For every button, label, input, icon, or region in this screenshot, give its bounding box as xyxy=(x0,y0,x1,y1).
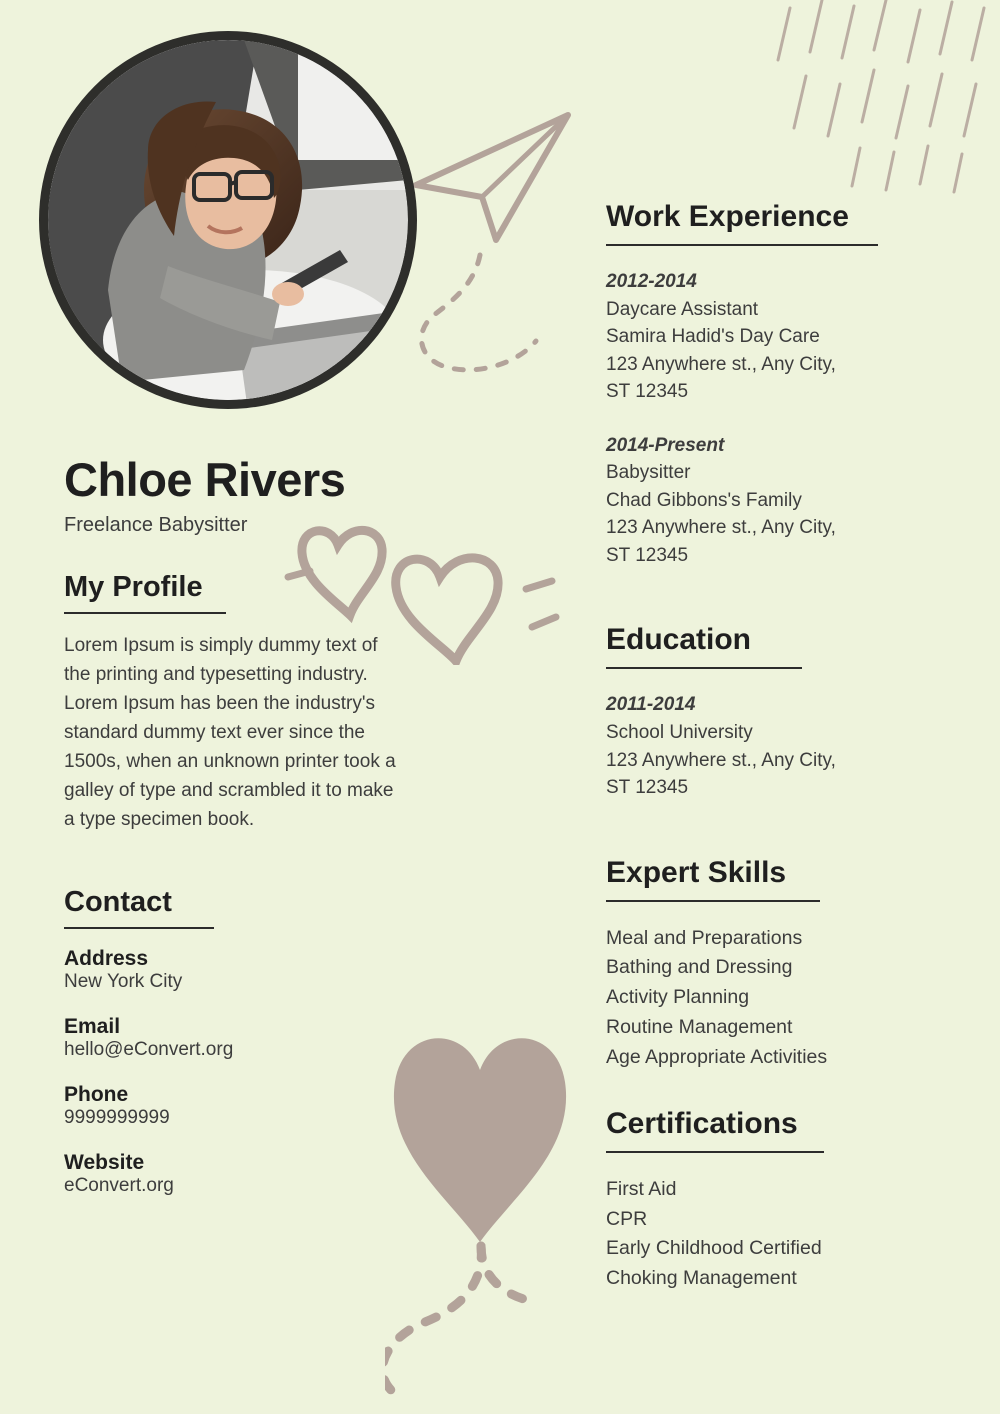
certifications-list xyxy=(606,1175,946,1294)
contact-label-email: Email xyxy=(64,1015,121,1039)
spacer xyxy=(606,1073,946,1107)
work-entry-employer: Chad Gibbons's Family xyxy=(606,489,802,511)
list-item: CPR xyxy=(606,1207,648,1230)
divider xyxy=(606,1151,824,1153)
list-item: Early Childhood Certified xyxy=(606,1237,822,1260)
education-entry-date: 2011-2014 xyxy=(606,694,696,716)
work-entry-address-2: ST 12345 xyxy=(606,544,689,566)
work-entry-address-1: 123 Anywhere st., Any City, xyxy=(606,353,836,375)
expert-skills-heading: Expert Skills xyxy=(606,855,787,889)
contact-label-address: Address xyxy=(64,947,149,971)
left-column xyxy=(64,455,464,1219)
paper-plane-doodle xyxy=(408,105,593,395)
work-experience-heading: Work Experience xyxy=(606,200,849,233)
job-role: Freelance Babysitter xyxy=(64,514,248,537)
work-entry xyxy=(606,268,946,406)
contact-heading: Contact xyxy=(64,886,172,919)
list-item: Choking Management xyxy=(606,1267,797,1290)
contact-value-website[interactable]: eConvert.org xyxy=(64,1175,174,1197)
list-item: Age Appropriate Activities xyxy=(606,1045,828,1068)
work-entry-date: 2014-Present xyxy=(606,434,725,456)
contact-label-phone: Phone xyxy=(64,1083,129,1107)
work-entry-title: Babysitter xyxy=(606,462,691,484)
work-entry-title: Daycare Assistant xyxy=(606,298,759,320)
work-entry-date: 2012-2014 xyxy=(606,271,697,292)
page-title: Chloe Rivers xyxy=(64,453,346,506)
spacer xyxy=(606,595,946,623)
contact-value-address: New York City xyxy=(64,971,183,993)
education-entry xyxy=(606,691,946,801)
divider xyxy=(606,667,802,669)
contact-label-website: Website xyxy=(64,1151,145,1175)
list-item: Routine Management xyxy=(606,1016,793,1039)
list-item: First Aid xyxy=(606,1177,677,1200)
contact-section xyxy=(64,886,464,1197)
work-entry-employer: Samira Hadid's Day Care xyxy=(606,326,820,348)
profile-photo xyxy=(48,40,408,400)
contact-value-phone[interactable]: 9999999999 xyxy=(64,1107,170,1129)
work-entry-address-2: ST 12345 xyxy=(606,381,689,403)
education-entry-address-1: 123 Anywhere st., Any City, xyxy=(606,749,836,771)
expert-skills-list xyxy=(606,924,946,1073)
right-column xyxy=(606,200,946,1294)
divider xyxy=(64,612,226,614)
my-profile-heading: My Profile xyxy=(64,571,203,604)
rain-lines-doodle xyxy=(770,0,1000,200)
education-heading: Education xyxy=(606,623,752,657)
work-entry xyxy=(606,432,946,570)
list-item: Bathing and Dressing xyxy=(606,956,793,979)
contact-value-email[interactable]: hello@eConvert.org xyxy=(64,1039,234,1061)
my-profile-text: Lorem Ipsum is simply dummy text of the printing and typesetting industry. Lorem Ipsum has been the industry's standard dummy text ever since the 1500s, when an unknown printer took a galley of type and scrambled it to make a type specimen book. xyxy=(64,635,396,830)
list-item: Meal and Preparations xyxy=(606,926,803,949)
avatar xyxy=(48,40,408,400)
spacer xyxy=(606,828,946,856)
education-entry-address-2: ST 12345 xyxy=(606,777,689,799)
divider xyxy=(606,900,820,902)
divider xyxy=(64,927,214,929)
certifications-heading: Certifications xyxy=(606,1106,798,1140)
education-entry-school: School University xyxy=(606,722,753,744)
work-entry-address-1: 123 Anywhere st., Any City, xyxy=(606,517,836,539)
divider xyxy=(606,244,878,246)
list-item: Activity Planning xyxy=(606,986,750,1009)
